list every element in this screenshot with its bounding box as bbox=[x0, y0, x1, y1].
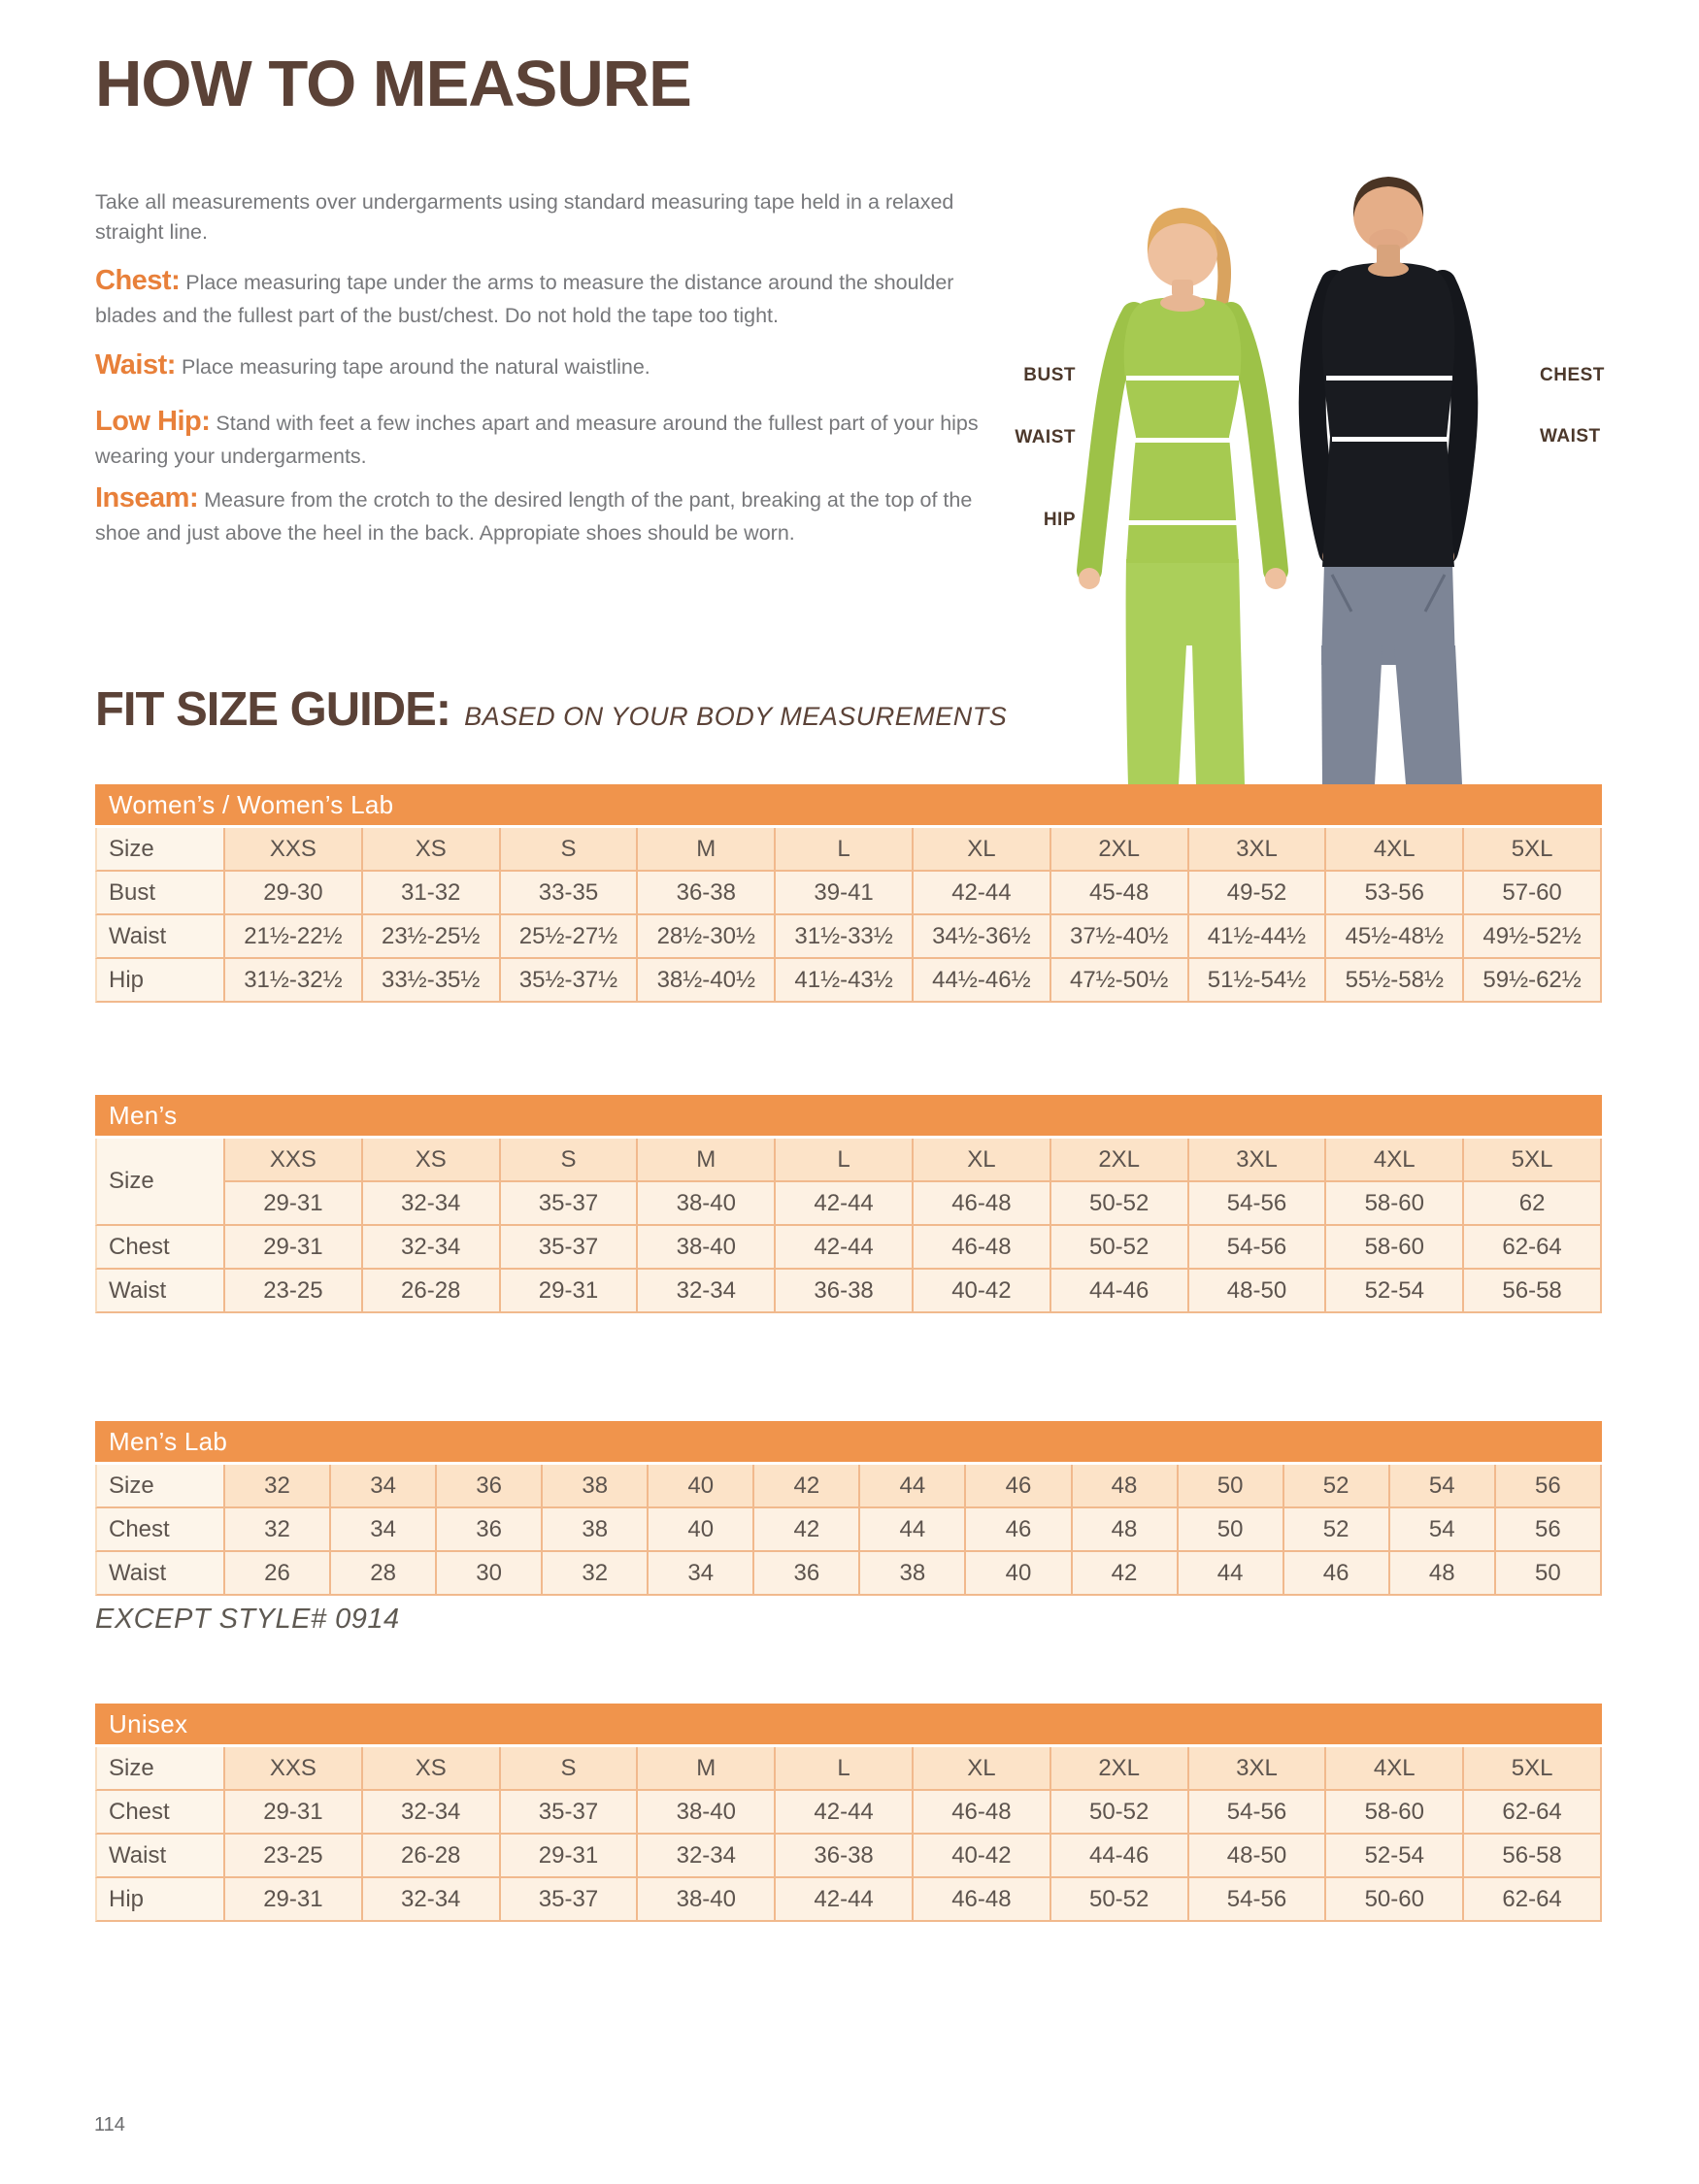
table-cell: 41½-43½ bbox=[776, 959, 914, 1003]
table-row bbox=[95, 915, 1602, 959]
table-cell: 34½-36½ bbox=[914, 915, 1051, 959]
table-cell: 25½-27½ bbox=[501, 915, 639, 959]
size-name-cell: M bbox=[638, 1747, 776, 1791]
instruction-waist-label: Waist: bbox=[95, 349, 176, 381]
table-cell: 62-64 bbox=[1464, 1878, 1602, 1922]
table-cell: 31-32 bbox=[363, 872, 501, 915]
size-header-row bbox=[95, 1747, 1602, 1791]
table-cell: 36-38 bbox=[776, 1835, 914, 1878]
table-cell: 62-64 bbox=[1464, 1791, 1602, 1835]
table-cell: 29-31 bbox=[501, 1270, 639, 1313]
table-cell: 50 bbox=[1179, 1508, 1284, 1552]
size-name-cell: 4XL bbox=[1326, 828, 1464, 872]
table-cell: 39-41 bbox=[776, 872, 914, 915]
table-cell: 50-52 bbox=[1051, 1226, 1189, 1270]
table-cell: 40-42 bbox=[914, 1835, 1051, 1878]
mens-table bbox=[95, 1139, 1602, 1313]
table-cell: 54-56 bbox=[1189, 1791, 1327, 1835]
unisex-table-title: Unisex bbox=[95, 1704, 1602, 1744]
size-range-cell: 32-34 bbox=[363, 1182, 501, 1226]
table-row bbox=[95, 1270, 1602, 1313]
table-row bbox=[95, 1791, 1602, 1835]
size-name-cell: XS bbox=[363, 1139, 501, 1182]
table-cell: 46-48 bbox=[914, 1878, 1051, 1922]
size-range-cell: 50-52 bbox=[1051, 1182, 1189, 1226]
chest-label: CHEST bbox=[1540, 365, 1605, 385]
size-range-cell: 58-60 bbox=[1326, 1182, 1464, 1226]
size-table bbox=[95, 1465, 1602, 1596]
size-table bbox=[95, 1747, 1602, 1922]
table-cell: 28½-30½ bbox=[638, 915, 776, 959]
table-cell: 51½-54½ bbox=[1189, 959, 1327, 1003]
bust-label: BUST bbox=[1023, 365, 1076, 385]
table-cell: 32-34 bbox=[363, 1878, 501, 1922]
table-cell: 29-30 bbox=[225, 872, 363, 915]
table-cell: 23-25 bbox=[225, 1835, 363, 1878]
row-label: Bust bbox=[95, 872, 225, 915]
instruction-low-hip-text: Stand with feet a few inches apart and measure around the fullest part of your hips wearing your undergarments. bbox=[95, 412, 979, 469]
male-model bbox=[1313, 177, 1464, 784]
size-table bbox=[95, 828, 1602, 1003]
table-cell: 52 bbox=[1284, 1508, 1390, 1552]
table-cell: 38-40 bbox=[638, 1878, 776, 1922]
size-name-cell: 5XL bbox=[1464, 828, 1602, 872]
table-cell: 32-34 bbox=[363, 1226, 501, 1270]
table-cell: 34 bbox=[649, 1552, 754, 1596]
table-cell: 26 bbox=[225, 1552, 331, 1596]
row-label: Hip bbox=[95, 959, 225, 1003]
table-cell: 35½-37½ bbox=[501, 959, 639, 1003]
table-cell: 31½-32½ bbox=[225, 959, 363, 1003]
size-column-header: Size bbox=[95, 1139, 225, 1226]
table-cell: 32-34 bbox=[638, 1270, 776, 1313]
size-name-cell: XL bbox=[914, 1139, 1051, 1182]
instruction-low-hip-label: Low Hip: bbox=[95, 406, 211, 437]
size-name-cell: 4XL bbox=[1326, 1747, 1464, 1791]
female-waist-label: WAIST bbox=[1015, 427, 1076, 447]
size-name-cell: M bbox=[638, 828, 776, 872]
table-cell: 58-60 bbox=[1326, 1226, 1464, 1270]
table-row bbox=[95, 1878, 1602, 1922]
models-photo bbox=[981, 155, 1607, 784]
models-illustration bbox=[981, 155, 1607, 784]
table-cell: 33-35 bbox=[501, 872, 639, 915]
table-cell: 50-52 bbox=[1051, 1878, 1189, 1922]
size-name-cell: XL bbox=[914, 828, 1051, 872]
table-cell: 46-48 bbox=[914, 1791, 1051, 1835]
size-name-cell: XS bbox=[363, 1747, 501, 1791]
size-header-row bbox=[95, 1465, 1602, 1508]
table-cell: 38-40 bbox=[638, 1226, 776, 1270]
size-range-row bbox=[95, 1182, 1602, 1226]
size-name-cell: 3XL bbox=[1189, 1747, 1327, 1791]
size-name-cell: XL bbox=[914, 1747, 1051, 1791]
table-cell: 44 bbox=[860, 1508, 966, 1552]
table-cell: 50-52 bbox=[1051, 1791, 1189, 1835]
size-name-cell: 46 bbox=[966, 1465, 1072, 1508]
table-row bbox=[95, 959, 1602, 1003]
table-cell: 45-48 bbox=[1051, 872, 1189, 915]
table-cell: 54-56 bbox=[1189, 1878, 1327, 1922]
instruction-waist bbox=[95, 345, 1008, 385]
table-cell: 42-44 bbox=[776, 1791, 914, 1835]
table-cell: 42-44 bbox=[776, 1878, 914, 1922]
table-cell: 40 bbox=[649, 1508, 754, 1552]
table-cell: 59½-62½ bbox=[1464, 959, 1602, 1003]
table-cell: 48 bbox=[1073, 1508, 1179, 1552]
instruction-inseam-text: Measure from the crotch to the desired length of the pant, breaking at the top of the shoe and just above the heel in the back. Appropiate shoes should be worn. bbox=[95, 488, 973, 546]
table-cell: 56-58 bbox=[1464, 1835, 1602, 1878]
size-name-cell: 2XL bbox=[1051, 828, 1189, 872]
table-cell: 31½-33½ bbox=[776, 915, 914, 959]
size-table bbox=[95, 1139, 1602, 1313]
table-cell: 46 bbox=[966, 1508, 1072, 1552]
size-header-row bbox=[95, 828, 1602, 872]
size-name-cell: 48 bbox=[1073, 1465, 1179, 1508]
size-name-cell: 4XL bbox=[1326, 1139, 1464, 1182]
table-cell: 49-52 bbox=[1189, 872, 1327, 915]
table-cell: 36 bbox=[754, 1552, 860, 1596]
table-cell: 47½-50½ bbox=[1051, 959, 1189, 1003]
size-column-header: Size bbox=[95, 1747, 225, 1791]
size-name-cell: 54 bbox=[1390, 1465, 1496, 1508]
table-cell: 44-46 bbox=[1051, 1270, 1189, 1313]
table-cell: 35-37 bbox=[501, 1226, 639, 1270]
table-cell: 36-38 bbox=[638, 872, 776, 915]
table-cell: 32 bbox=[543, 1552, 649, 1596]
unisex-size-table-section bbox=[95, 1704, 1602, 1922]
table-cell: 53-56 bbox=[1326, 872, 1464, 915]
size-name-cell: L bbox=[776, 1747, 914, 1791]
womens-table-title: Women’s / Women’s Lab bbox=[95, 784, 1602, 825]
mens-lab-table-title: Men’s Lab bbox=[95, 1421, 1602, 1462]
table-cell: 55½-58½ bbox=[1326, 959, 1464, 1003]
size-name-cell: L bbox=[776, 1139, 914, 1182]
table-row bbox=[95, 1552, 1602, 1596]
womens-table bbox=[95, 828, 1602, 1003]
row-label: Waist bbox=[95, 1835, 225, 1878]
table-cell: 38-40 bbox=[638, 1791, 776, 1835]
table-cell: 44-46 bbox=[1051, 1835, 1189, 1878]
mens-size-table-section bbox=[95, 1095, 1602, 1313]
page-number: 114 bbox=[94, 2114, 125, 2135]
size-name-cell: 36 bbox=[437, 1465, 543, 1508]
table-cell: 44 bbox=[1179, 1552, 1284, 1596]
table-cell: 48-50 bbox=[1189, 1835, 1327, 1878]
fit-size-guide-subtitle: BASED ON YOUR BODY MEASUREMENTS bbox=[464, 702, 1008, 731]
table-cell: 21½-22½ bbox=[225, 915, 363, 959]
table-cell: 42 bbox=[1073, 1552, 1179, 1596]
table-cell: 30 bbox=[437, 1552, 543, 1596]
table-cell: 36-38 bbox=[776, 1270, 914, 1313]
instruction-low-hip bbox=[95, 401, 1008, 472]
table-cell: 33½-35½ bbox=[363, 959, 501, 1003]
unisex-table bbox=[95, 1747, 1602, 1922]
table-cell: 52-54 bbox=[1326, 1835, 1464, 1878]
size-range-cell: 38-40 bbox=[638, 1182, 776, 1226]
size-name-cell: 40 bbox=[649, 1465, 754, 1508]
instruction-waist-text: Place measuring tape around the natural waistline. bbox=[181, 355, 650, 379]
table-cell: 50 bbox=[1496, 1552, 1602, 1596]
table-cell: 35-37 bbox=[501, 1791, 639, 1835]
table-cell: 38 bbox=[860, 1552, 966, 1596]
size-name-cell: S bbox=[501, 1747, 639, 1791]
table-cell: 56-58 bbox=[1464, 1270, 1602, 1313]
table-cell: 29-31 bbox=[225, 1878, 363, 1922]
table-row bbox=[95, 1508, 1602, 1552]
table-cell: 52-54 bbox=[1326, 1270, 1464, 1313]
chest-line bbox=[1326, 376, 1452, 381]
size-name-cell: XXS bbox=[225, 1139, 363, 1182]
size-header-row bbox=[95, 1139, 1602, 1182]
table-cell: 44½-46½ bbox=[914, 959, 1051, 1003]
table-cell: 40-42 bbox=[914, 1270, 1051, 1313]
table-cell: 42 bbox=[754, 1508, 860, 1552]
table-cell: 62-64 bbox=[1464, 1226, 1602, 1270]
page-title: HOW TO MEASURE bbox=[95, 48, 691, 120]
table-cell: 28 bbox=[331, 1552, 437, 1596]
size-name-cell: 5XL bbox=[1464, 1747, 1602, 1791]
row-label: Waist bbox=[95, 1270, 225, 1313]
except-style-note: EXCEPT STYLE# 0914 bbox=[95, 1604, 400, 1635]
table-cell: 23½-25½ bbox=[363, 915, 501, 959]
table-cell: 42-44 bbox=[914, 872, 1051, 915]
table-cell: 38 bbox=[543, 1508, 649, 1552]
row-label: Chest bbox=[95, 1791, 225, 1835]
female-model bbox=[1079, 208, 1286, 784]
instruction-chest-text: Place measuring tape under the arms to measure the distance around the shoulder blades and the fullest part of the bust/chest. Do not hold the tape too tight. bbox=[95, 271, 954, 328]
table-cell: 46 bbox=[1284, 1552, 1390, 1596]
fit-size-guide-heading bbox=[95, 682, 1007, 737]
size-column-header: Size bbox=[95, 1465, 225, 1508]
table-cell: 36 bbox=[437, 1508, 543, 1552]
table-cell: 32-34 bbox=[363, 1791, 501, 1835]
size-name-cell: XXS bbox=[225, 828, 363, 872]
table-cell: 42-44 bbox=[776, 1226, 914, 1270]
table-cell: 34 bbox=[331, 1508, 437, 1552]
size-name-cell: S bbox=[501, 828, 639, 872]
mens-table-title: Men’s bbox=[95, 1095, 1602, 1136]
table-cell: 54-56 bbox=[1189, 1226, 1327, 1270]
size-range-cell: 35-37 bbox=[501, 1182, 639, 1226]
table-cell: 40 bbox=[966, 1552, 1072, 1596]
row-label: Hip bbox=[95, 1878, 225, 1922]
table-cell: 29-31 bbox=[501, 1835, 639, 1878]
size-name-cell: 50 bbox=[1179, 1465, 1284, 1508]
table-cell: 57-60 bbox=[1464, 872, 1602, 915]
table-cell: 26-28 bbox=[363, 1270, 501, 1313]
table-row bbox=[95, 1835, 1602, 1878]
size-range-cell: 54-56 bbox=[1189, 1182, 1327, 1226]
row-label: Waist bbox=[95, 1552, 225, 1596]
male-waist-line bbox=[1332, 437, 1449, 442]
table-cell: 35-37 bbox=[501, 1878, 639, 1922]
size-name-cell: S bbox=[501, 1139, 639, 1182]
table-cell: 32-34 bbox=[638, 1835, 776, 1878]
instruction-inseam bbox=[95, 478, 1008, 548]
size-name-cell: XXS bbox=[225, 1747, 363, 1791]
instruction-chest-label: Chest: bbox=[95, 265, 181, 296]
table-cell: 48 bbox=[1390, 1552, 1496, 1596]
table-cell: 56 bbox=[1496, 1508, 1602, 1552]
table-row bbox=[95, 872, 1602, 915]
table-cell: 37½-40½ bbox=[1051, 915, 1189, 959]
female-waist-line bbox=[1131, 438, 1234, 443]
size-name-cell: 34 bbox=[331, 1465, 437, 1508]
size-name-cell: 2XL bbox=[1051, 1747, 1189, 1791]
row-label: Waist bbox=[95, 915, 225, 959]
size-range-cell: 46-48 bbox=[914, 1182, 1051, 1226]
table-cell: 45½-48½ bbox=[1326, 915, 1464, 959]
row-label: Chest bbox=[95, 1226, 225, 1270]
hip-label: HIP bbox=[1043, 510, 1076, 530]
hip-line bbox=[1118, 520, 1247, 525]
mens-lab-size-table-section bbox=[95, 1421, 1602, 1596]
size-name-cell: 5XL bbox=[1464, 1139, 1602, 1182]
table-cell: 49½-52½ bbox=[1464, 915, 1602, 959]
table-cell: 50-60 bbox=[1326, 1878, 1464, 1922]
size-name-cell: 2XL bbox=[1051, 1139, 1189, 1182]
table-cell: 46-48 bbox=[914, 1226, 1051, 1270]
womens-size-table-section bbox=[95, 784, 1602, 1003]
table-cell: 58-60 bbox=[1326, 1791, 1464, 1835]
size-name-cell: M bbox=[638, 1139, 776, 1182]
mens-lab-table bbox=[95, 1465, 1602, 1596]
size-range-cell: 29-31 bbox=[225, 1182, 363, 1226]
table-cell: 29-31 bbox=[225, 1791, 363, 1835]
fit-size-guide-title: FIT SIZE GUIDE: bbox=[95, 683, 451, 736]
male-waist-label: WAIST bbox=[1540, 426, 1601, 447]
size-name-cell: 38 bbox=[543, 1465, 649, 1508]
size-column-header: Size bbox=[95, 828, 225, 872]
size-name-cell: 42 bbox=[754, 1465, 860, 1508]
row-label: Chest bbox=[95, 1508, 225, 1552]
table-cell: 29-31 bbox=[225, 1226, 363, 1270]
size-name-cell: 52 bbox=[1284, 1465, 1390, 1508]
size-name-cell: 32 bbox=[225, 1465, 331, 1508]
instruction-chest bbox=[95, 260, 1008, 331]
table-cell: 26-28 bbox=[363, 1835, 501, 1878]
table-row bbox=[95, 1226, 1602, 1270]
size-range-cell: 42-44 bbox=[776, 1182, 914, 1226]
size-name-cell: L bbox=[776, 828, 914, 872]
table-cell: 38½-40½ bbox=[638, 959, 776, 1003]
table-cell: 48-50 bbox=[1189, 1270, 1327, 1313]
table-cell: 32 bbox=[225, 1508, 331, 1552]
table-cell: 54 bbox=[1390, 1508, 1496, 1552]
size-name-cell: 44 bbox=[860, 1465, 966, 1508]
instruction-inseam-label: Inseam: bbox=[95, 482, 199, 513]
size-name-cell: 3XL bbox=[1189, 1139, 1327, 1182]
size-name-cell: XS bbox=[363, 828, 501, 872]
size-range-cell: 62 bbox=[1464, 1182, 1602, 1226]
intro-text: Take all measurements over undergarments using standard measuring tape held in a relaxed straight line. bbox=[95, 190, 954, 244]
size-name-cell: 56 bbox=[1496, 1465, 1602, 1508]
table-cell: 41½-44½ bbox=[1189, 915, 1327, 959]
size-name-cell: 3XL bbox=[1189, 828, 1327, 872]
table-cell: 23-25 bbox=[225, 1270, 363, 1313]
bust-line bbox=[1126, 376, 1239, 381]
